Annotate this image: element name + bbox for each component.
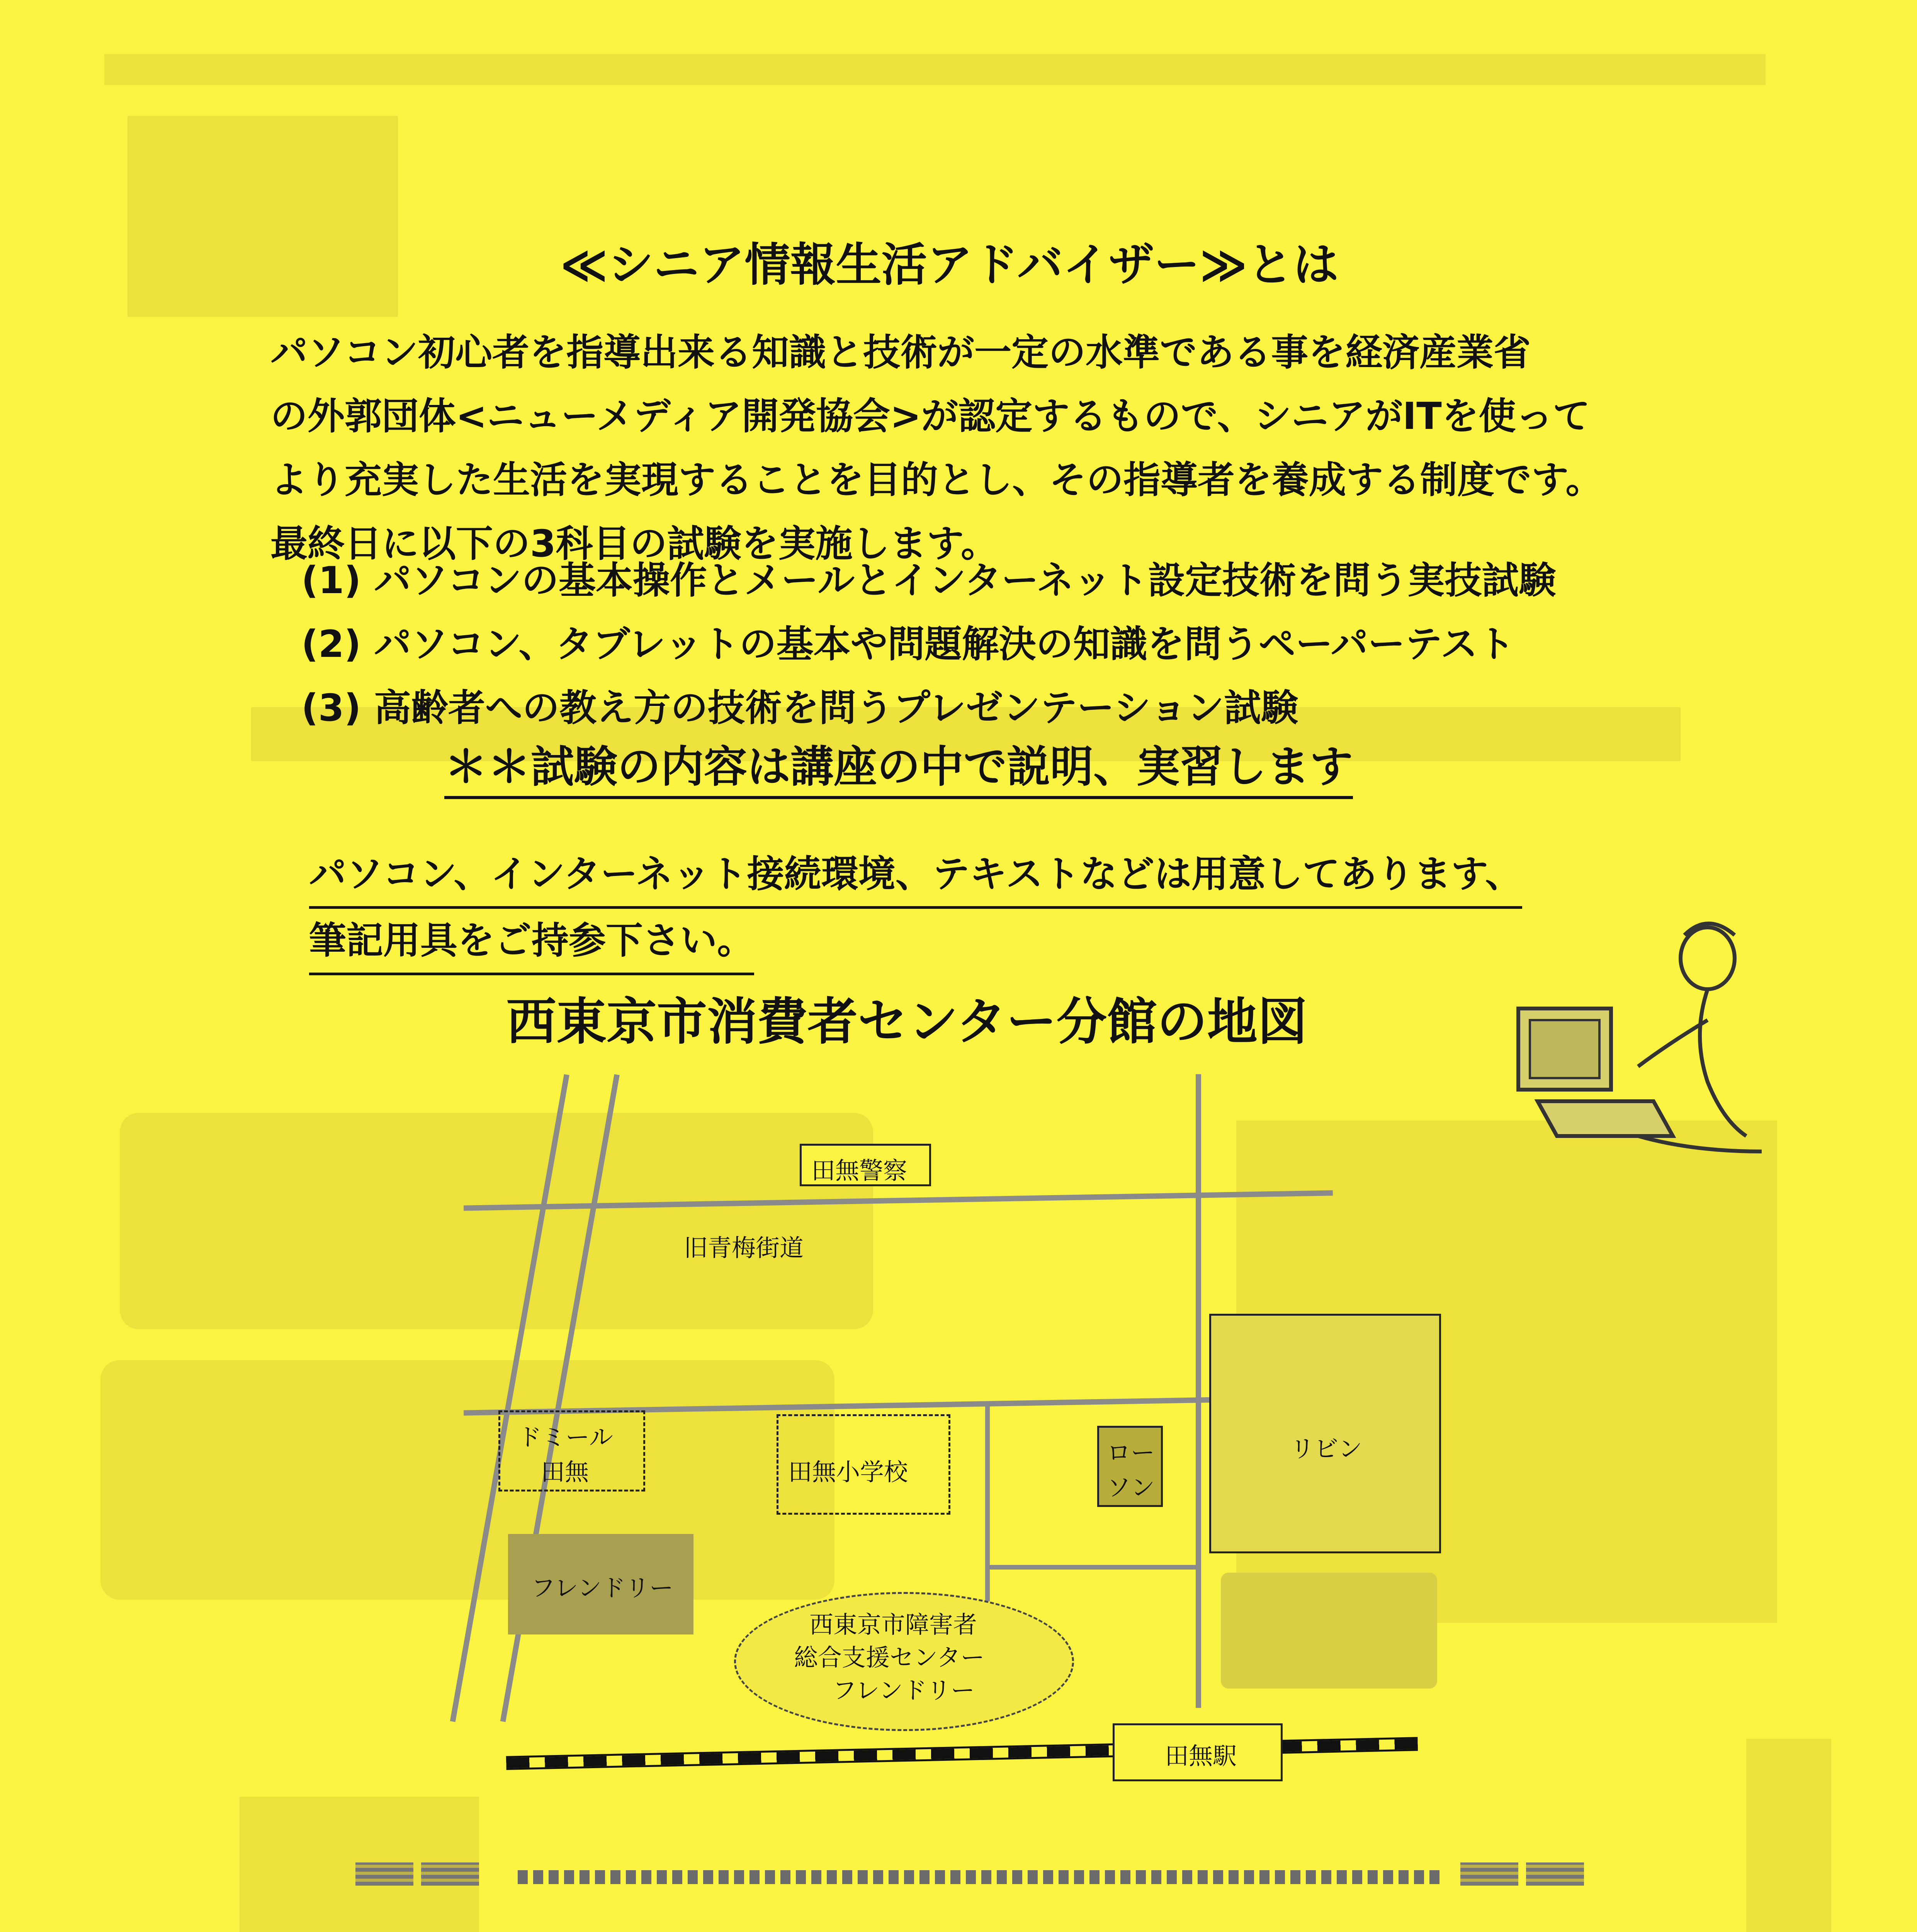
- police-label: 田無警察: [811, 1156, 908, 1185]
- paragraph-line: パソコン初心者を指導出来る知識と技術が一定の水準である事を経済産業省: [270, 331, 1531, 374]
- station-label: 田無駅: [1165, 1742, 1237, 1770]
- access-map: [464, 1074, 1507, 1801]
- lawson-label-2: ソン: [1107, 1473, 1155, 1502]
- intro-title: ≪シニア情報生活アドバイザー≫とは: [560, 238, 1339, 291]
- corner-block: [355, 1862, 413, 1886]
- showthrough-laptop: [127, 116, 398, 317]
- paragraph-line: より充実した生活を実現することを目的とし、その指導者を養成する制度です。: [270, 458, 1603, 502]
- showthrough-column-right: [1746, 1739, 1831, 1932]
- center-label-2: 総合支援センター: [794, 1643, 985, 1672]
- center-label-3: フレンドリー: [833, 1676, 975, 1704]
- prep-line: パソコン、インターネット接続環境、テキストなどは用意してあります、: [309, 842, 1522, 909]
- showthrough-banner: [104, 54, 1766, 85]
- exam-item: (3) 高齢者への教え方の技術を問うプレゼンテーション試験: [301, 686, 1298, 730]
- road-small-south: [985, 1565, 1198, 1570]
- exam-item: (1) パソコンの基本操作とメールとインターネット設定技術を問う実技試験: [301, 559, 1556, 602]
- map-title: 西東京市消費者センター分館の地図: [506, 992, 1308, 1051]
- corner-block: [421, 1862, 479, 1886]
- corner-block: [1460, 1862, 1518, 1886]
- school-label: 田無小学校: [788, 1458, 908, 1486]
- domir-label-2: 田無: [541, 1458, 589, 1486]
- livin-annex: [1221, 1573, 1437, 1689]
- preparation-note: [309, 842, 1522, 975]
- exam-item: (2) パソコン、タブレットの基本や問題解決の知識を問うペーパーテスト: [301, 622, 1515, 666]
- lawson-label-1: ロー: [1107, 1439, 1155, 1467]
- paragraph-line: 最終日に以下の3科目の試験を実施します。: [270, 522, 998, 565]
- livin-label: リビン: [1290, 1435, 1363, 1463]
- prep-line: 筆記用具をご持参下さい。: [309, 909, 754, 975]
- directions-border-top: [518, 1870, 1445, 1884]
- old-road-label: 旧青梅街道: [684, 1234, 804, 1262]
- center-label-1: 西東京市障害者: [809, 1611, 977, 1639]
- intro-paragraph: [270, 321, 1777, 576]
- paragraph-line: の外郭団体<ニューメディア開発協会>が認定するもので、シニアがITを使って: [270, 395, 1590, 438]
- friendly-label: フレンドリー: [531, 1574, 673, 1602]
- exam-item-list: [301, 549, 1556, 740]
- corner-block: [1526, 1862, 1584, 1886]
- domir-label-1: ドミール: [518, 1423, 613, 1451]
- road-small-lawson: [985, 1403, 990, 1634]
- person-computer-illustration: [1491, 920, 1769, 1167]
- exam-note: ＊＊試験の内容は講座の中で説明、実習します: [444, 732, 1353, 799]
- road-main-north: [1196, 1074, 1201, 1708]
